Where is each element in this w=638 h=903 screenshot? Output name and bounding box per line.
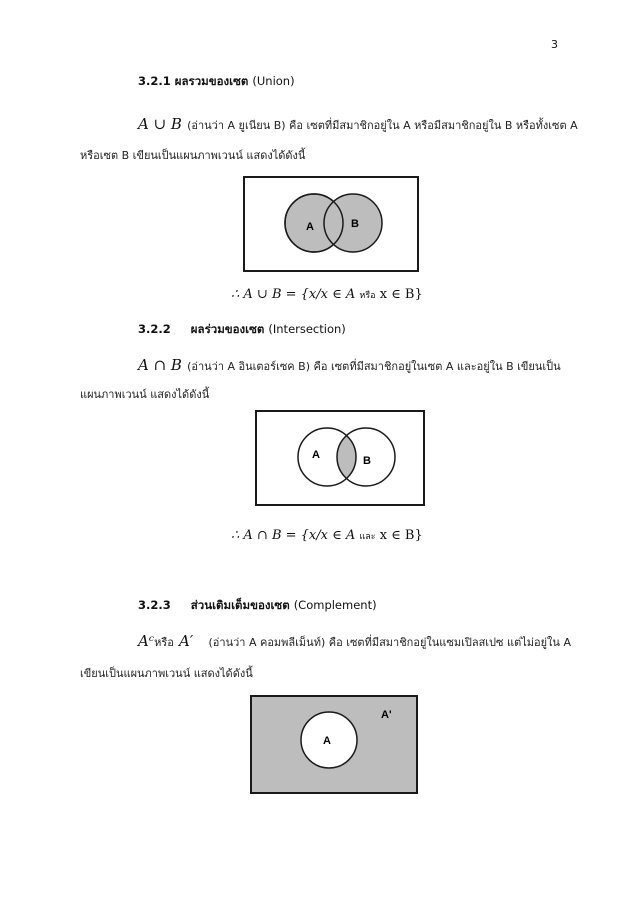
intersection-heading-number: 3.2.2 xyxy=(138,322,171,336)
intersection-heading-english: (Intersection) xyxy=(268,322,346,336)
union-heading-thai: ผลรวมของเซต xyxy=(174,74,249,88)
complement-venn-diagram xyxy=(250,695,418,794)
complement-symbol-prime: A′ xyxy=(178,632,194,650)
union-definition-line2: หรือเซต B เขียนเป็นแผนภาพเวนน์ แสดงได้ดังนี้ xyxy=(80,149,306,162)
intersection-definition-line2: แผนภาพเวนน์ แสดงได้ดังนี้ xyxy=(80,388,210,401)
union-heading-number: 3.2.1 xyxy=(138,74,171,88)
union-label-b: B xyxy=(351,218,359,230)
intersection-venn-diagram xyxy=(255,410,425,506)
intersection-heading-thai: ผลร่วมของเซต xyxy=(190,322,265,336)
intersection-formula xyxy=(231,528,423,543)
complement-or: หรือ xyxy=(154,636,174,649)
intersection-heading xyxy=(138,321,346,339)
complement-symbol-c: Aᶜ xyxy=(138,632,155,650)
complement-text-1: (อ่านว่า A คอมพลีเม็นท์) คือ เซตที่มีสมาชิกอยู่ในแซมเปิลสเปซ แต่ไม่อยู่ใน A xyxy=(208,636,571,649)
union-label-a: A xyxy=(306,221,314,233)
complement-heading xyxy=(138,597,377,615)
union-text-1: (อ่านว่า A ยูเนียน B) คือ เซตที่มีสมาชิกอยู่ใน A หรือมีสมาชิกอยู่ใน B หรือทั้งเซต A xyxy=(187,119,578,132)
intersection-formula-prefix: ∴ A ∩ B = {x/x ∈ A xyxy=(231,528,356,543)
intersection-label-a: A xyxy=(312,449,320,461)
union-venn-diagram xyxy=(243,176,419,272)
complement-definition-line1 xyxy=(138,631,571,651)
complement-heading-thai: ส่วนเติมเต็มของเซต xyxy=(190,598,290,612)
union-heading-english: (Union) xyxy=(252,74,295,88)
complement-definition-line2: เขียนเป็นแผนภาพเวนน์ แสดงได้ดังนี้ xyxy=(80,667,253,680)
intersection-text-1: (อ่านว่า A อินเตอร์เซค B) คือ เซตที่มีสมาชิกอยู่ในเซต A และอยู่ใน B เขียนเป็น xyxy=(187,360,561,373)
intersection-symbol: A ∩ B xyxy=(138,356,182,374)
intersection-definition-line1 xyxy=(138,355,561,375)
union-heading xyxy=(138,73,295,91)
complement-label-a: A xyxy=(323,735,331,747)
intersection-label-b: B xyxy=(363,455,371,467)
union-formula-prefix: ∴ A ∪ B = {x/x ∈ A xyxy=(231,287,356,302)
complement-heading-english: (Complement) xyxy=(293,598,377,612)
page-number: 3 xyxy=(551,38,558,51)
union-formula xyxy=(231,287,423,302)
intersection-formula-word: และ xyxy=(359,532,376,542)
complement-label-a-prime: A' xyxy=(381,709,392,721)
intersection-formula-suffix: x ∈ B} xyxy=(379,528,423,543)
union-formula-suffix: x ∈ B} xyxy=(379,287,423,302)
union-symbol: A ∪ B xyxy=(138,115,182,133)
union-definition-line1 xyxy=(138,114,578,134)
complement-heading-number: 3.2.3 xyxy=(138,598,171,612)
union-formula-word: หรือ xyxy=(359,291,376,301)
